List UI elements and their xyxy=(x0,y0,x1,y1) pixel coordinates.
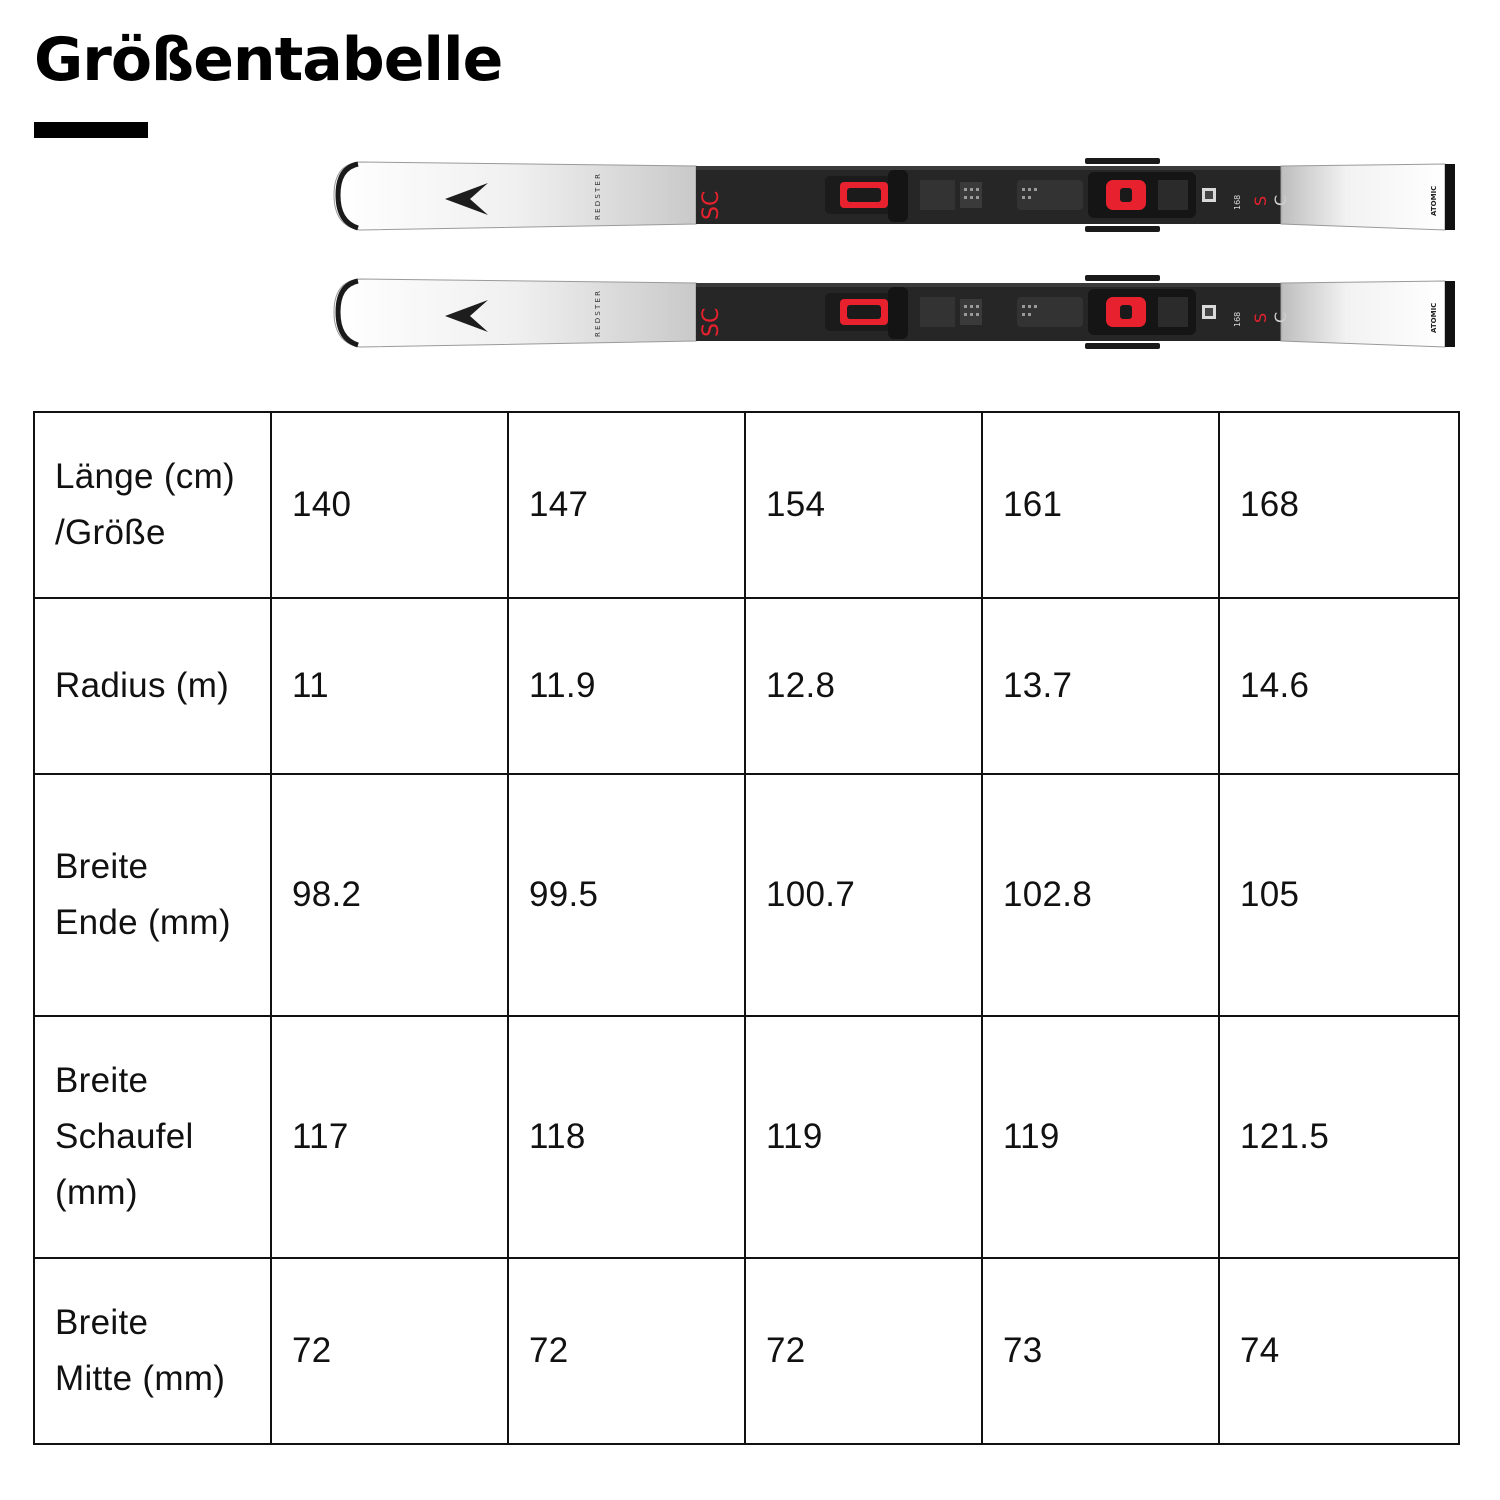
row-label: Breite Schaufel (mm) xyxy=(34,1016,271,1258)
table-cell: 105 xyxy=(1219,774,1459,1016)
table-cell: 161 xyxy=(982,412,1219,598)
size-table-body xyxy=(34,412,1459,1444)
table-cell: 119 xyxy=(745,1016,982,1258)
table-cell: 73 xyxy=(982,1258,1219,1444)
table-cell: 121.5 xyxy=(1219,1016,1459,1258)
table-row xyxy=(34,1258,1459,1444)
table-row xyxy=(34,598,1459,774)
title-underline xyxy=(34,122,148,138)
table-cell: 147 xyxy=(508,412,745,598)
table-row xyxy=(34,774,1459,1016)
table-cell: 99.5 xyxy=(508,774,745,1016)
table-cell: 74 xyxy=(1219,1258,1459,1444)
table-cell: 98.2 xyxy=(271,774,508,1016)
table-cell: 14.6 xyxy=(1219,598,1459,774)
table-cell: 72 xyxy=(745,1258,982,1444)
row-label: Radius (m) xyxy=(34,598,271,774)
table-cell: 118 xyxy=(508,1016,745,1258)
table-cell: 12.8 xyxy=(745,598,982,774)
table-cell: 117 xyxy=(271,1016,508,1258)
table-row xyxy=(34,1016,1459,1258)
table-cell: 72 xyxy=(271,1258,508,1444)
table-cell: 13.7 xyxy=(982,598,1219,774)
table-cell: 102.8 xyxy=(982,774,1219,1016)
table-cell: 11.9 xyxy=(508,598,745,774)
table-cell: 168 xyxy=(1219,412,1459,598)
ski-product-image xyxy=(320,150,1470,365)
table-cell: 119 xyxy=(982,1016,1219,1258)
row-label: Breite Mitte (mm) xyxy=(34,1258,271,1444)
page-title: Größentabelle xyxy=(34,25,503,95)
table-cell: 154 xyxy=(745,412,982,598)
table-row xyxy=(34,412,1459,598)
row-label: Breite Ende (mm) xyxy=(34,774,271,1016)
table-cell: 72 xyxy=(508,1258,745,1444)
table-cell: 11 xyxy=(271,598,508,774)
table-cell: 100.7 xyxy=(745,774,982,1016)
table-cell: 140 xyxy=(271,412,508,598)
row-label: Länge (cm) /Größe xyxy=(34,412,271,598)
size-table xyxy=(33,411,1460,1445)
